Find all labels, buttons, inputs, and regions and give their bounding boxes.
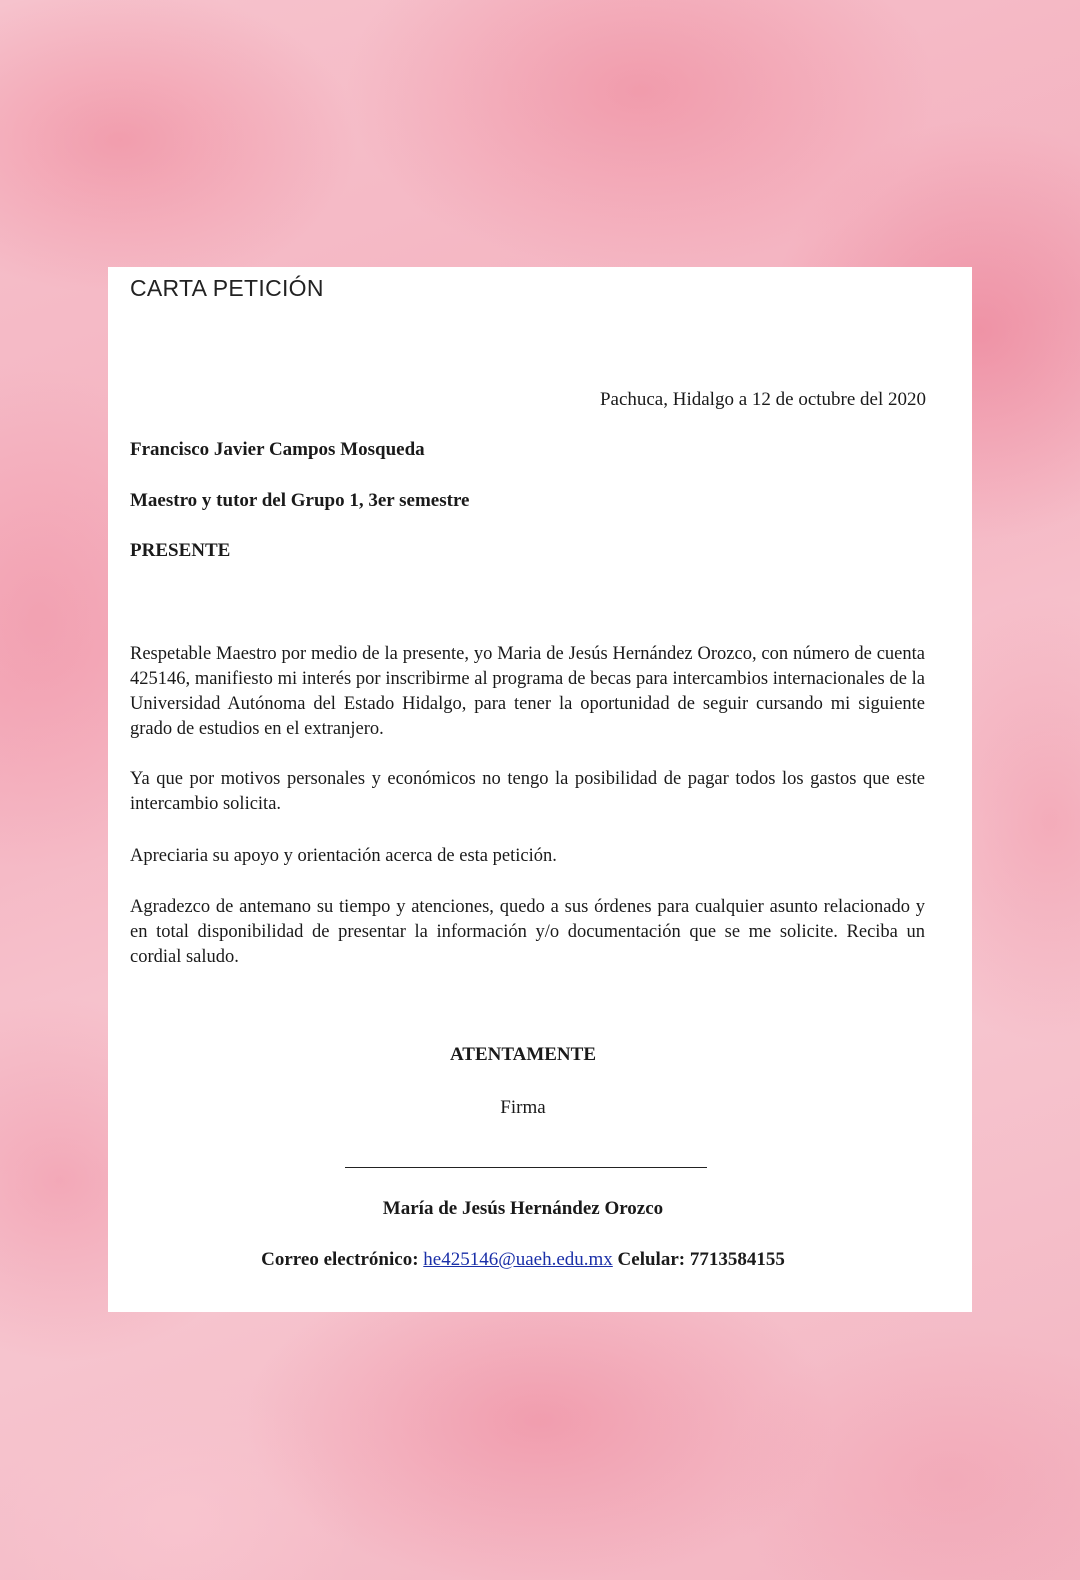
recipient-role: Maestro y tutor del Grupo 1, 3er semestre bbox=[130, 490, 470, 511]
phone-number: 7713584155 bbox=[689, 1249, 785, 1270]
letter-page bbox=[108, 267, 972, 1312]
contact-line bbox=[108, 1249, 938, 1271]
email-link[interactable]: he425146@uaeh.edu.mx bbox=[423, 1249, 613, 1270]
closing: ATENTAMENTE bbox=[449, 1044, 597, 1065]
letter-title: CARTA PETICIÓN bbox=[130, 275, 324, 301]
body-paragraph-1: Respetable Maestro por medio de la presente, yo Maria de Jesús Hernández Orozco, con número de cuenta 425146, manifiesto mi interés por inscribirme al programa de becas para intercambios internacionales de la Universidad Autónoma del Estado Hidalgo, para tener la oportunidad de seguir cursando mi siguiente grado de estudios en el extranjero. bbox=[130, 644, 925, 739]
date-line: Pachuca, Hidalgo a 12 de octubre del 2020 bbox=[599, 389, 926, 410]
email-label: Correo electrónico: bbox=[261, 1249, 419, 1270]
body-paragraph-3: Apreciaria su apoyo y orientación acerca de esta petición. bbox=[130, 846, 557, 866]
salutation: PRESENTE bbox=[130, 540, 231, 561]
signature-label: Firma bbox=[500, 1097, 546, 1118]
recipient-name: Francisco Javier Campos Mosqueda bbox=[130, 439, 425, 460]
body-paragraph-4: Agradezco de antemano su tiempo y atenciones, quedo a sus órdenes para cualquier asunto relacionado y en total disponibilidad de presentar la información y/o documentación que se me solicite. Reciba un cordial saludo. bbox=[130, 897, 925, 967]
phone-label: Celular: bbox=[617, 1249, 686, 1270]
signature-line bbox=[345, 1167, 707, 1168]
body-paragraph-2: Ya que por motivos personales y económicos no tengo la posibilidad de pagar todos los gastos que este intercambio solicita. bbox=[130, 769, 925, 814]
sender-name: María de Jesús Hernández Orozco bbox=[382, 1198, 664, 1219]
